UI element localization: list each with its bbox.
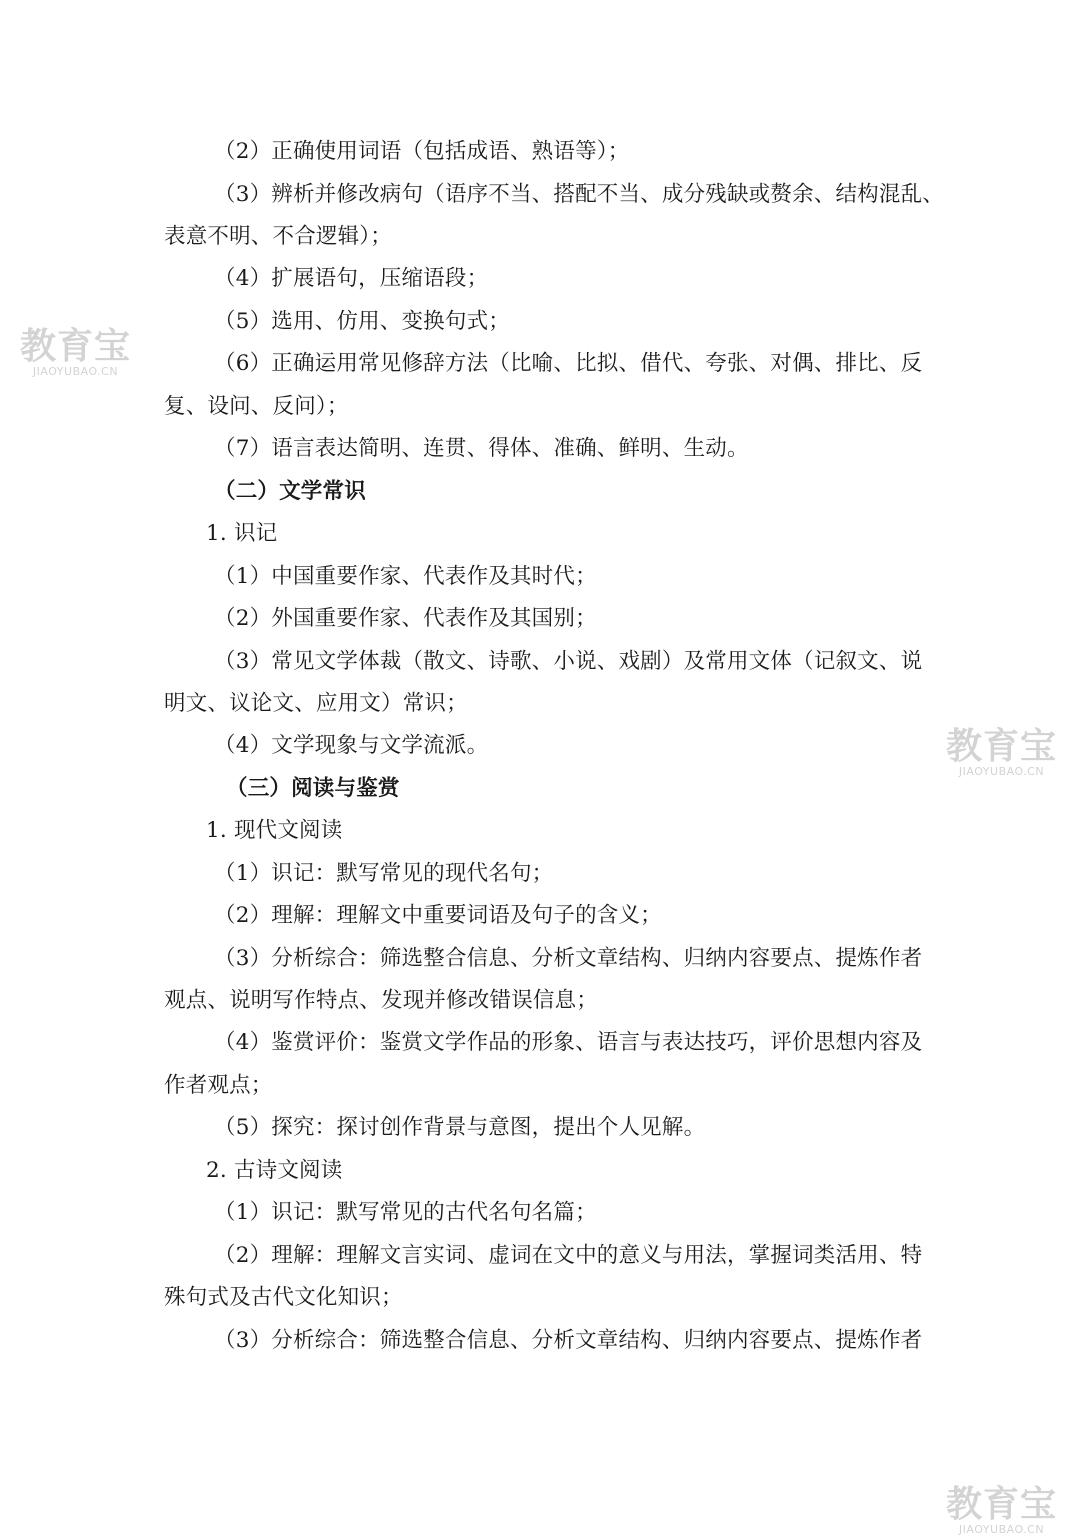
list-item-continued: 观点、说明写作特点、发现并修改错误信息； <box>164 988 599 1013</box>
list-item: （6）正确运用常见修辞方法（比喻、比拟、借代、夸张、对偶、排比、反 <box>214 351 923 376</box>
list-item: （5）选用、仿用、变换句式； <box>214 309 510 334</box>
list-item: （1）识记：默写常见的古代名句名篇； <box>214 1200 597 1225</box>
subsection-heading: 1. 识记 <box>206 521 278 546</box>
watermark-en: JIAOYUBAO.CN <box>958 1523 1045 1536</box>
list-item: （2）理解：理解文言实词、虚词在文中的意义与用法，掌握词类活用、特 <box>214 1243 923 1268</box>
list-item-continued: 作者观点； <box>164 1073 273 1098</box>
list-item: （1）中国重要作家、代表作及其时代； <box>214 564 597 589</box>
watermark-en: JIAOYUBAO.CN <box>958 765 1045 778</box>
list-item: （2）外国重要作家、代表作及其国别； <box>214 606 597 631</box>
list-item-continued: 明文、议论文、应用文）常识； <box>164 691 468 716</box>
list-item: （4）文学现象与文学流派。 <box>214 733 489 758</box>
list-item: （4）鉴赏评价：鉴赏文学作品的形象、语言与表达技巧，评价思想内容及 <box>214 1030 923 1055</box>
list-item: （3）分析综合：筛选整合信息、分析文章结构、归纳内容要点、提炼作者 <box>214 1328 923 1353</box>
watermark-logo <box>944 1486 1059 1536</box>
list-item-continued: 复、设问、反问）； <box>164 394 349 419</box>
watermark-cn: 教育宝 <box>945 726 1057 767</box>
subsection-heading: 2. 古诗文阅读 <box>206 1158 343 1183</box>
watermark-cn: 教育宝 <box>19 326 131 367</box>
subsection-heading: 1. 现代文阅读 <box>206 818 343 843</box>
watermark-logo <box>18 328 133 378</box>
list-item: （3）辨析并修改病句（语序不当、搭配不当、成分残缺或赘余、结构混乱、 <box>214 182 944 207</box>
list-item: （3）常见文学体裁（散文、诗歌、小说、戏剧）及常用文体（记叙文、说 <box>214 649 923 674</box>
list-item-continued: 殊句式及古代文化知识； <box>164 1285 403 1310</box>
list-item: （5）探究：探讨创作背景与意图，提出个人见解。 <box>214 1115 706 1140</box>
section-heading: （三）阅读与鉴赏 <box>226 776 400 801</box>
list-item: （2）正确使用词语（包括成语、熟语等）； <box>214 139 630 164</box>
list-item: （2）理解：理解文中重要词语及句子的含义； <box>214 903 662 928</box>
watermark-cn: 教育宝 <box>945 1484 1057 1525</box>
list-item: （3）分析综合：筛选整合信息、分析文章结构、归纳内容要点、提炼作者 <box>214 946 923 971</box>
watermark-en: JIAOYUBAO.CN <box>32 365 119 378</box>
list-item: （1）识记：默写常见的现代名句； <box>214 861 554 886</box>
section-heading: （二）文学常识 <box>214 479 366 504</box>
list-item-continued: 表意不明、不合逻辑）； <box>164 224 392 249</box>
list-item: （4）扩展语句，压缩语段； <box>214 266 489 291</box>
list-item: （7）语言表达简明、连贯、得体、准确、鲜明、生动。 <box>214 436 749 461</box>
